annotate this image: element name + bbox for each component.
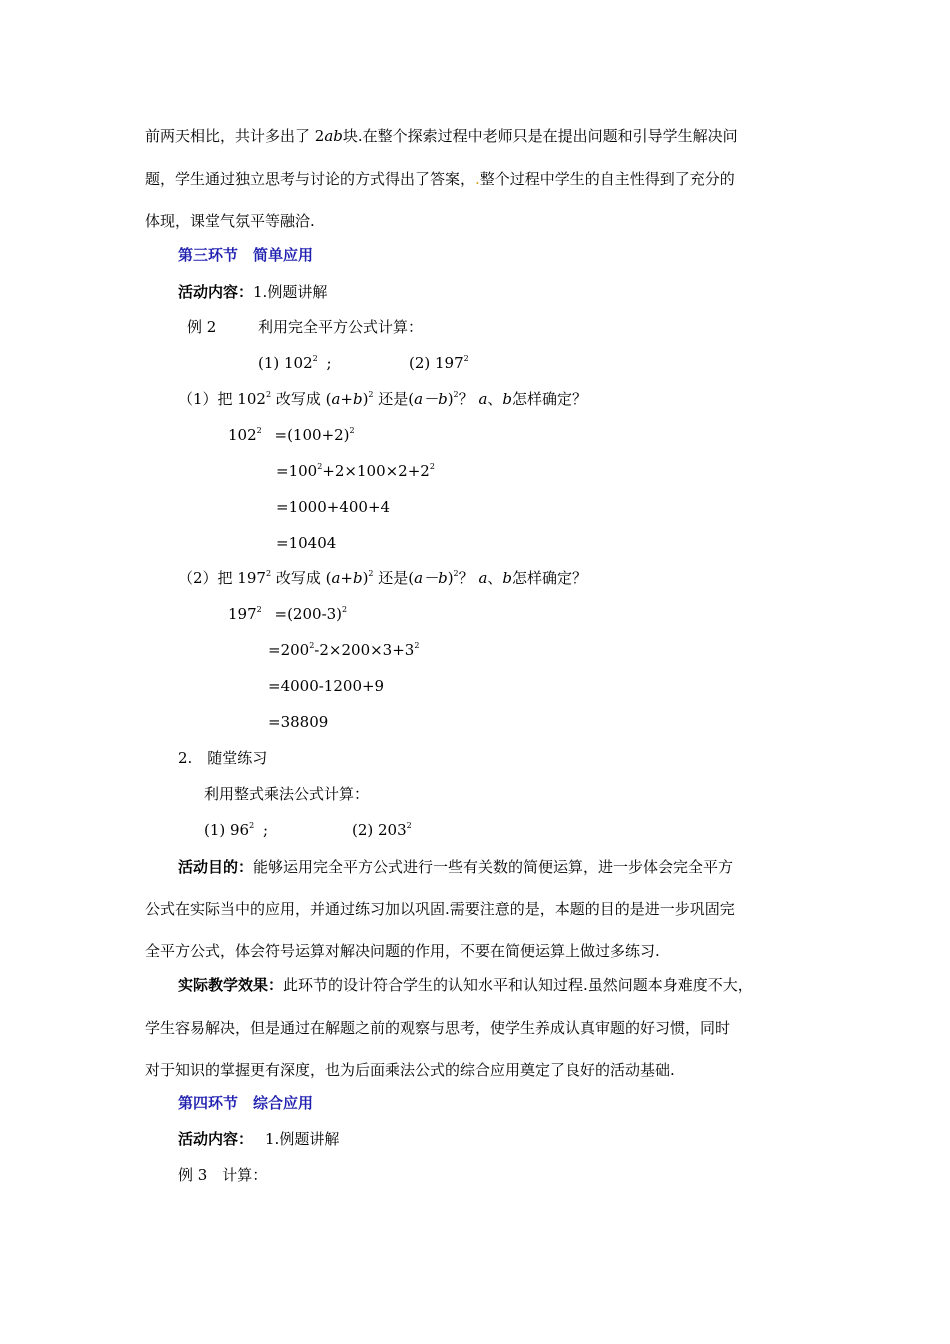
- practice-q2: (2) $203^2$: [352, 821, 412, 839]
- solution-1-line-4: =10404: [276, 534, 337, 552]
- example-2-q1: (1) $102^2$ ;: [258, 354, 332, 372]
- practice-q1: (1) $96^2$ ;: [204, 821, 269, 839]
- intro-line-3: 体现，课堂气氛平等融洽.: [145, 212, 315, 230]
- solution-2-line-4: =38809: [268, 713, 329, 731]
- section-4-title: 第四环节 综合应用: [178, 1094, 314, 1112]
- goal-line-1: 活动目的：能够运用完全平方公式进行一些有关数的简便运算，进一步体会完全平方: [178, 858, 734, 876]
- goal-line-2: 公式在实际当中的应用，并通过练习加以巩固.需要注意的是，本题的目的是进一步巩固完: [145, 900, 735, 918]
- effect-line-2: 学生容易解决，但是通过在解题之前的观察与思考，使学生养成认真审题的好习惯，同时: [145, 1019, 731, 1037]
- solution-1-line-3: =1000+400+4: [276, 498, 391, 516]
- solution-2-line-2: $=200^2-2\times 200\times 3+3^2$: [268, 641, 420, 659]
- example-2-label: 例 2: [187, 318, 217, 336]
- section-4-activity: 活动内容： 1.例题讲解: [178, 1130, 340, 1148]
- section-3-title: 第三环节 简单应用: [178, 246, 314, 264]
- example-2-q2: (2) $197^2$: [409, 354, 469, 372]
- practice-title: 2. 随堂练习: [178, 749, 268, 767]
- section-3-activity: 活动内容：1.例题讲解: [178, 283, 328, 301]
- solution-2-line-1: $197^2 =(200-3)^2$: [228, 605, 348, 623]
- goal-line-3: 全平方公式，体会符号运算对解决问题的作用，不要在简便运算上做过多练习.: [145, 942, 660, 960]
- effect-line-3: 对于知识的掌握更有深度，也为后面乘法公式的综合应用奠定了良好的活动基础.: [145, 1061, 675, 1079]
- margin-mark: .: [475, 170, 480, 188]
- example-3: 例 3 计算：: [178, 1166, 268, 1184]
- solution-2-line-3: =4000-1200+9: [268, 677, 385, 695]
- example-2-text: 利用完全平方公式计算：: [258, 318, 424, 336]
- effect-line-1: 实际教学效果：此环节的设计符合学生的认知水平和认知过程.虽然问题本身难度不大，: [178, 976, 753, 994]
- part-2-question: （2）把 $197^2$ 改写成 $(a+b)^2$ 还是$(a-b)^2$？ a、b怎样确定？: [178, 569, 588, 587]
- intro-line-1: 前两天相比，共计多出了 2ab块.在整个探索过程中老师只是在提出问题和引导学生解决问: [145, 127, 738, 145]
- part-1-question: （1）把 $102^2$ 改写成 $(a+b)^2$ 还是$(a-b)^2$？ a、b怎样确定？: [178, 390, 588, 408]
- intro-line-2: 题，学生通过独立思考与讨论的方式得出了答案，.整个过程中学生的自主性得到了充分的: [145, 170, 735, 188]
- practice-text: 利用整式乘法公式计算：: [204, 785, 370, 803]
- solution-1-line-2: $=100^2+2\times 100\times 2+2^2$: [276, 462, 435, 480]
- solution-1-line-1: $102^2 =(100+2)^2$: [228, 426, 355, 444]
